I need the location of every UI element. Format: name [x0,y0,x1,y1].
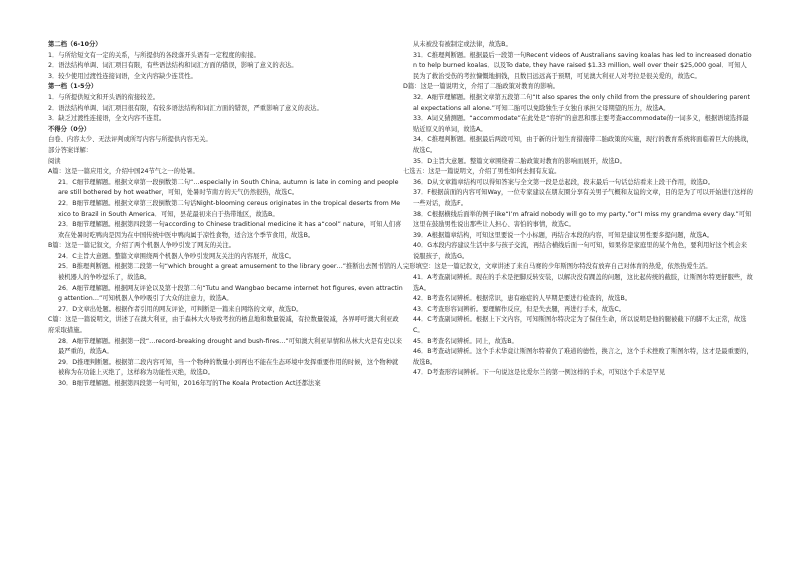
paragraph: 不得分（0分） [48,125,91,133]
paragraph: 23．B细节理解题。根据第四段第一句according to Chinese traditional medicine it has a“cool” nature，可知人们喜欢在处暑时吃鸭肉是因为在中国传统中医中鸭肉属于凉性食物，适合这个季节食用，故选B。 [58,221,402,239]
paragraph: 33．A词义猜测题。“accommodate”在此处是“容纳”的意思和那主要考查accommodate的一词多义，根据语境选择最贴近原义的单词，故选A。 [413,115,749,133]
paragraph: 25．B推理判断题。根据第二段第一句“which brought a great amusement to the library goer…”推断出去图书馆的人被机器人的争吵逗乐了，故选B。 [58,263,403,282]
paragraph: 43．C考查形容词辨析。要理解作反应，但是失去腿，再进行手术，故选C。 [413,305,626,313]
paragraph: 39．A根据篇章结构，可知这里要说一个小标题，再结合本段的内容，可知是建议男性要多提问题，故选A。 [413,231,713,239]
paragraph: 阅读 [48,157,61,165]
paragraph: 从未被没有被制定或法律，故选B。 [413,41,512,48]
paragraph: 3．缺乏过渡性连接语，全文内容不连贯。 [48,115,166,123]
paragraph: 七选五：这是一篇说明文，介绍了男性如何去拥有友谊。 [403,168,561,176]
paragraph: 22．B细节理解题。根据文章第三段倒数第二句话Night-blooming cereus originates in the tropical deserts from Mexico to Brazil in South America．可知，昙花最初来自于热带地区，故选B。 [58,199,401,218]
paragraph: 34．C推理判断题。根据最后两段可知，由于新的计划生育措施带二胎政策的实施，现行的教育系统将面临着巨大的挑战，故选C。 [413,136,753,154]
paragraph: 26．A细节理解题。根据网友评论以及第十段第二句“Tutu and Wangbao became internet hot figures, even attracting attention…”可知机器人争吵吸引了大众的注意力，故选A。 [58,284,403,303]
paragraph: 46．B考查动词辨析。这个手术华竟让斯图尔特着负了难道的德性，换言之，这个手术挫败了斯图尔特，这才是最重要的，故选B。 [413,348,753,366]
paragraph: 47．D考查形容词辨析。下一句说这是比爱尔兰的第一例这样的手术，可知这个手术是罕见 [413,369,666,377]
right-column [403,40,753,379]
paragraph: A篇：这是一篇应用文，介绍中国24节气之一的处暑。 [48,168,199,176]
paragraph: 44．C考查副词辨析。根据上下文内容，可知斯图尔特决定为了保住生命，所以说明是他的腿被截下的脚不太正常，故选C。 [413,316,747,335]
paragraph: 37．F根据前面的内容可知Way，一位专家建议在朋友圈分享有关男子气概和友谊的文章，目的是为了可以开始进行这样的一些对话，故选F。 [413,189,753,207]
paragraph: 45．B考查名词辨析。同上，故选B。 [413,337,518,345]
paragraph: 第二档（6-10分） [48,41,102,48]
paragraph: 29．D推理判断题。根据第二段内容可知，当一个物种的数量小到再也不能在生态环境中发挥重要作用的时候，这个物种就被称为在功能上灭绝了，这样称为功能性灭绝，故选D。 [58,358,399,377]
paragraph: 28．A细节理解题。根据第一段“…record-breaking drought and bush-fires…”可知澳大利亚旱情和丛林大火是有史以来最严重的，故选A。 [58,337,402,356]
paragraph: 部分答案详解： [48,146,93,154]
paragraph: 27．D文章出处题。根据作者引用的网友评论，可判断是一篇来自网络的文章，故选D。 [58,305,303,313]
paragraph: C篇：这是一篇说明文，讲述了在澳大利亚，由于森林大火导致考拉的栖息地和数量锐减，有拉数量锐减，各界呼吁澳大利亚政府采取措施。 [48,316,399,335]
paragraph: 3．较少使用过渡性连接词语，全文内容缺少连贯性。 [48,72,197,80]
paragraph: 42．B考查名词辨析。根据常识，患有癌症的人早期是要进行检查的，故选B。 [413,295,632,303]
paragraph: 1．与所提供短文和开头语的衔接较差。 [48,93,160,101]
paragraph: 32．A细节理解题。根据文章第五段第二句“It also spares the only child from the pressure of shouldering parental expectations all alone.”可知二胎可以免除独生子女独自承担父母期望的压力，故选A。 [413,93,751,112]
paragraph: D篇：这是一篇说明文，介绍了二胎政策对教育的影响。 [403,83,559,91]
paragraph: 白卷、内容太少、无法评判或所写内容与所提供内容无关。 [48,136,212,144]
left-column [48,40,403,390]
paragraph: 31．C推理判断题。根据最后一段第一句Recent videos of Australians saving koalas has led to increased donation to help burned koalas．以及To date, they have raised $1.33 million, well over their $25,000 goal．可知人民为了救治受伤的考拉慷慨地捐钱，且数目远远高于预期，可见澳大利亚人对考拉是很关爱的，故选C。 [413,51,752,80]
paragraph: B篇：这是一篇记叙文，介绍了两个机器人争吵引发了网友的关注。 [48,242,235,250]
paragraph: 35．D主旨大意题。整篇文章围绕着二胎政策对教育的影响而展开，故选D。 [413,157,626,165]
paragraph: 第一档（1-5分） [48,83,98,91]
paragraph: 41．A考查副词辨析。现在的手术是把脚反转安装，以解决没有踝盖的问题，这比起传统的截肢，让斯图尔特更舒服些，故选A。 [413,274,753,292]
paragraph: 2．语法结构单调、词汇项目很有限，有较多语法结构和词汇方面的错误，严重影响了意义的表达。 [48,104,323,112]
paragraph: 2．语法结构单调、词汇项目有限，有些语法结构和词汇方面的错误，影响了意义的表达。 [48,62,298,70]
paragraph: 40．G本段内容建议生活中多与孩子交流，再结合横线后面一句可知，如果你是家庭里的某个角色，要利用好这个机会来说服孩子，故选G。 [413,242,748,260]
paragraph: 36．D从文章篇章结构可以得知答案与全文第一段是总起段，段末最后一句话总结看来上段干作用，故选D。 [413,178,715,186]
paragraph: 30．B细节理解题。根据第四段第一句可知，2016年写的The Koala Protection Act还都法案 [58,380,321,387]
paragraph: 21．C细节理解题。根据文章第一段倒数第二句“…especially in South China, autumn is late in coming and people are still bothered by hot weather，可知，处暑时节南方的天气仍然很热，故选C。 [58,178,399,197]
paragraph: 38．C根据横线后面举的例子like“I’m afraid nobody will go to my party,”or“I miss my grandma every day.”可知这里在鼓励男性说出那些让人担心、害怕的事情，故选C。 [413,210,752,229]
paragraph: 24．C主旨大意题。整篇文章围绕两个机器人争吵引发网友关注的内容展开，故选C。 [58,252,296,260]
paragraph: 1．与所给短文有一定的关系，与所提供的各段落开头语有一定程度的衔接。 [48,51,260,59]
paragraph: 完形填空：这是一篇记叙文，文章讲述了来自马赛的少年斯图尔特没有放弃自己对体育的热爱，依然热爱生活。 [403,263,712,271]
